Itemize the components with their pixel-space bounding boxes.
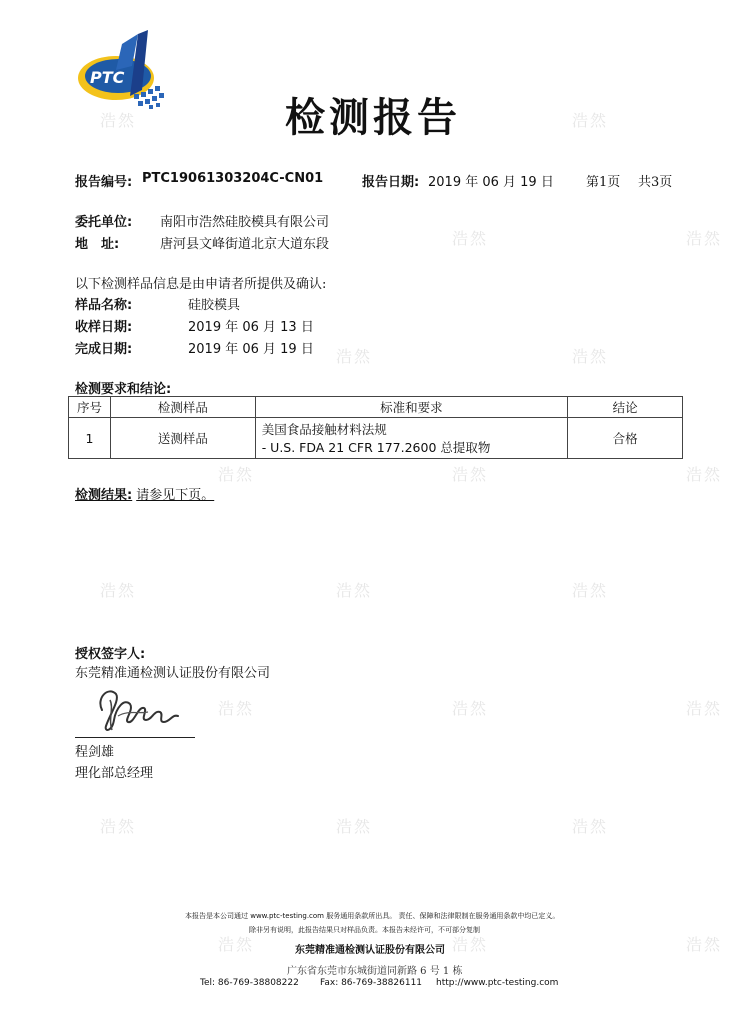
logo-text: PTC: [90, 68, 125, 87]
ptc-logo-icon: [76, 26, 176, 116]
column-header: 序号: [69, 397, 111, 418]
watermark: 浩然: [686, 699, 723, 718]
signatory-company: 东莞精准通检测认证股份有限公司: [75, 666, 271, 681]
received-date: 2019 年 06 月 13 日: [188, 320, 314, 335]
table-header-row: [69, 397, 683, 418]
signatory-name: 程剑雄: [75, 745, 115, 760]
report-date: 2019 年 06 月 19 日: [428, 175, 554, 190]
watermark: 浩然: [336, 581, 373, 600]
watermark: 浩然: [452, 935, 489, 954]
table-row: [69, 418, 683, 459]
completed-date-label: 完成日期:: [75, 342, 133, 357]
page-total: 共3页: [638, 175, 673, 190]
signatory-label: 授权签字人:: [75, 647, 146, 662]
footer-fax: Fax: 86-769-38826111: [320, 978, 423, 988]
page-title: 检测报告: [285, 94, 461, 141]
row-number: 1: [69, 418, 111, 459]
column-header: 检测样品: [110, 397, 255, 418]
standard-line: 美国食品接触材料法规: [261, 422, 387, 437]
test-result-value: 请参见下页。: [136, 488, 215, 503]
footer-tel: Tel: 86-769-38808222: [200, 978, 299, 988]
watermark: 浩然: [572, 581, 609, 600]
watermark: 浩然: [572, 111, 609, 130]
watermark: 浩然: [452, 229, 489, 248]
footer-url[interactable]: http://www.ptc-testing.com: [436, 978, 559, 988]
test-result: [75, 484, 214, 503]
row-conclusion: 合格: [568, 418, 683, 459]
row-standard: [255, 418, 567, 459]
footer-company: 东莞精准通检测认证股份有限公司: [295, 945, 445, 956]
watermark: 浩然: [686, 465, 723, 484]
report-number: PTC19061303204C-CN01: [142, 171, 324, 186]
watermark: 浩然: [686, 935, 723, 954]
standard-line: - U.S. FDA 21 CFR 177.2600 总提取物: [261, 440, 491, 455]
column-header: 标准和要求: [255, 397, 567, 418]
handwritten-signature: [88, 680, 188, 738]
watermark: 浩然: [218, 465, 255, 484]
row-sample: 送测样品: [110, 418, 255, 459]
signature-icon: [88, 680, 188, 738]
sample-intro: 以下检测样品信息是由申请者所提供及确认:: [75, 277, 327, 292]
watermark: 浩然: [452, 465, 489, 484]
address-label: 地 址:: [75, 237, 120, 252]
completed-date: 2019 年 06 月 19 日: [188, 342, 314, 357]
footer-address: 广东省东莞市东城街道同新路 6 号 1 栋: [287, 966, 463, 977]
watermark: 浩然: [686, 229, 723, 248]
watermark: 浩然: [218, 699, 255, 718]
test-result-label: 检测结果:: [75, 488, 133, 503]
results-table: [68, 396, 683, 459]
signatory-position: 理化部总经理: [75, 766, 154, 781]
page-number: 第1页: [586, 175, 621, 190]
watermark: 浩然: [336, 817, 373, 836]
watermark: 浩然: [100, 581, 137, 600]
watermark: 浩然: [100, 111, 137, 130]
client-value: 南阳市浩然硅胶模具有限公司: [160, 215, 330, 230]
sample-name-label: 样品名称:: [75, 298, 133, 313]
ptc-logo: [76, 26, 176, 116]
received-date-label: 收样日期:: [75, 320, 133, 335]
watermark: 浩然: [572, 347, 609, 366]
client-label: 委托单位:: [75, 215, 133, 230]
report-number-label: 报告编号:: [75, 175, 133, 190]
watermark: 浩然: [452, 699, 489, 718]
column-header: 结论: [568, 397, 683, 418]
footer-notice-2: 除非另有说明，此报告结果只对样品负责。本报告未经许可，不可部分复制: [249, 926, 480, 934]
watermark: 浩然: [100, 817, 137, 836]
sample-name: 硅胶模具: [188, 298, 241, 313]
footer-notice-1: 本报告是本公司通过 www.ptc-testing.com 服务通用条款所出具。 责任、保障和法律限制在服务通用条款中均已定义。: [185, 912, 560, 920]
watermark: 浩然: [218, 935, 255, 954]
watermark: 浩然: [336, 347, 373, 366]
report-date-label: 报告日期:: [362, 175, 420, 190]
requirements-label: 检测要求和结论:: [75, 382, 172, 397]
signature-line: [75, 737, 195, 738]
address-value: 唐河县文峰街道北京大道东段: [160, 237, 330, 252]
watermark: 浩然: [572, 817, 609, 836]
